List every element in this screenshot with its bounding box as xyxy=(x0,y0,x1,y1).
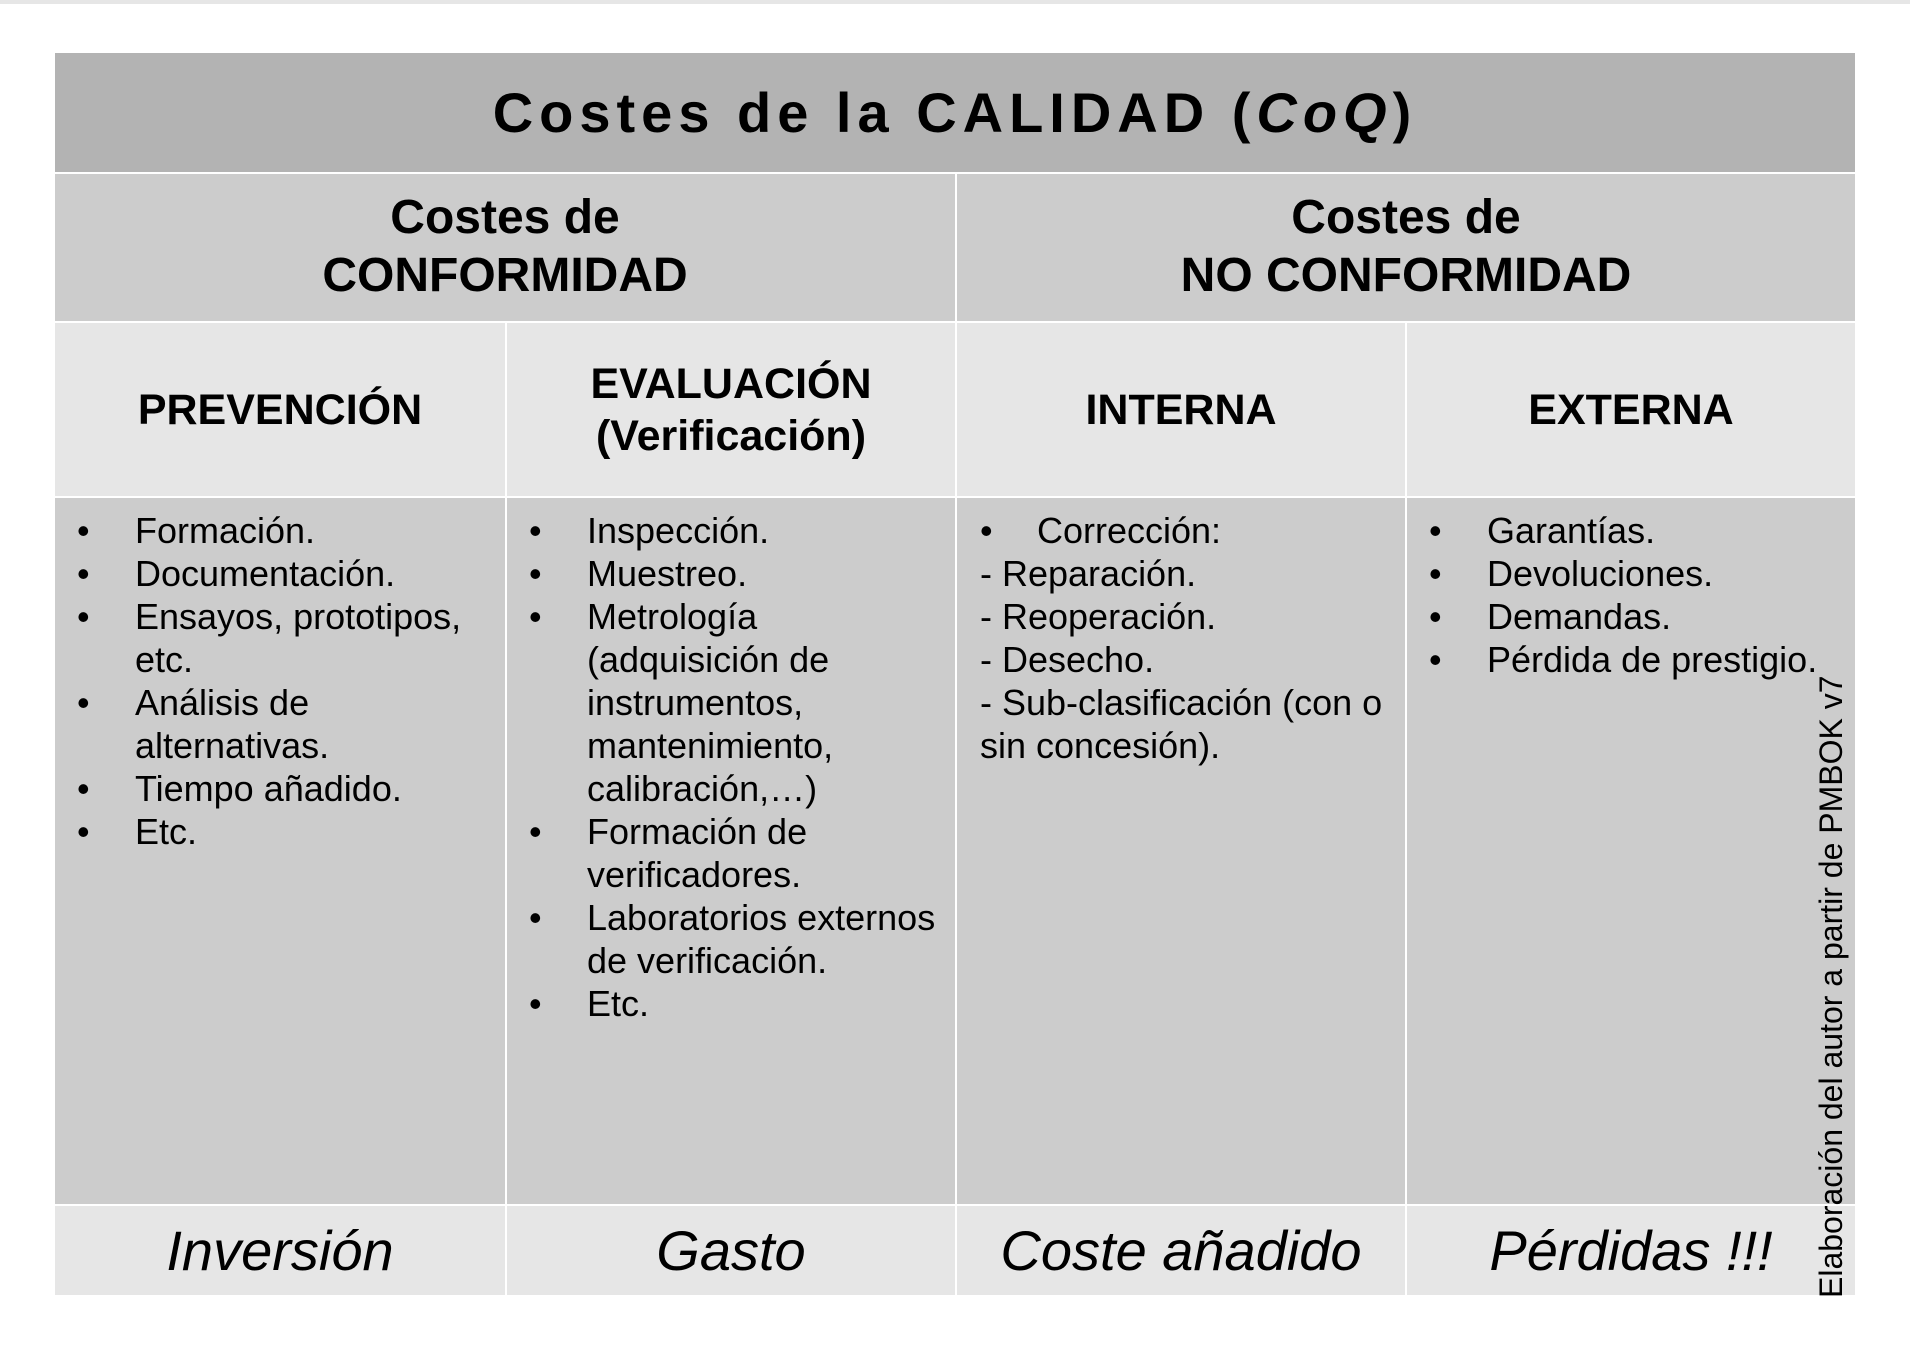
group-no-conformidad-line2: NO CONFORMIDAD xyxy=(1180,249,1632,302)
group-conformidad xyxy=(55,172,955,322)
row-divider xyxy=(55,496,1855,498)
group-conformidad-line1: Costes de xyxy=(390,191,620,244)
author-credit: Elaboración del autor a partir de PMBOK v7 xyxy=(1813,675,1849,1298)
list-item: • Formación de verificadores. xyxy=(587,810,945,896)
coq-table xyxy=(55,53,1855,1295)
group-no-conformidad-line1: Costes de xyxy=(1291,191,1521,244)
category-evaluacion-sublabel: (Verificación) xyxy=(595,411,867,460)
list-item: • Demandas. xyxy=(1487,595,1845,638)
title-prefix: Costes de la CALIDAD ( xyxy=(492,81,1257,144)
list-item: - Reoperación. xyxy=(980,596,1217,637)
list-item: - Sub-clasificación (con o sin concesión). xyxy=(980,682,1383,766)
category-evaluacion-label: EVALUACIÓN xyxy=(590,359,872,408)
category-externa xyxy=(1405,322,1855,497)
list-item: - Desecho. xyxy=(980,639,1155,680)
category-prevencion-label: PREVENCIÓN xyxy=(137,385,423,434)
list-item: • Laboratorios externos de verificación. xyxy=(587,896,945,982)
list-item: • Etc. xyxy=(587,982,945,1025)
list-item: • Pérdida de prestigio. xyxy=(1487,638,1845,681)
title-suffix: ) xyxy=(1392,81,1418,144)
interna-cell xyxy=(955,497,1405,1205)
prevencion-cell xyxy=(55,497,505,1205)
list-item: • Ensayos, prototipos, etc. xyxy=(135,595,495,681)
list-item: - Reparación. xyxy=(980,553,1197,594)
list-item: • Corrección: xyxy=(980,509,1395,552)
evaluacion-list xyxy=(507,509,955,1025)
list-item: • Formación. xyxy=(135,509,495,552)
list-item: • Análisis de alternativas. xyxy=(135,681,495,767)
category-externa-label: EXTERNA xyxy=(1528,385,1734,434)
category-evaluacion xyxy=(505,322,955,497)
list-item: • Devoluciones. xyxy=(1487,552,1845,595)
row-divider xyxy=(55,172,1855,174)
title-acronym: CoQ xyxy=(1256,81,1393,144)
externa-cell xyxy=(1405,497,1855,1205)
footer-gasto: Gasto xyxy=(505,1205,955,1295)
list-item: • Etc. xyxy=(135,810,495,853)
category-prevencion xyxy=(55,322,505,497)
list-item: • Garantías. xyxy=(1487,509,1845,552)
list-item: • Metrología (adquisición de instrumentos, mantenimiento, calibración,…) xyxy=(587,595,945,810)
category-interna-label: INTERNA xyxy=(1085,385,1277,434)
row-divider xyxy=(55,1204,1855,1206)
footer-perdidas: Pérdidas !!! xyxy=(1405,1205,1855,1295)
prevencion-list xyxy=(55,509,505,853)
externa-list xyxy=(1407,509,1855,681)
interna-list xyxy=(957,509,1405,767)
group-no-conformidad xyxy=(955,172,1855,322)
group-conformidad-line2: CONFORMIDAD xyxy=(322,249,688,302)
list-item: • Tiempo añadido. xyxy=(135,767,495,810)
table-title xyxy=(55,53,1855,172)
footer-coste-anadido: Coste añadido xyxy=(955,1205,1405,1295)
list-item: • Documentación. xyxy=(135,552,495,595)
row-divider xyxy=(55,321,1855,323)
category-interna xyxy=(955,322,1405,497)
list-item: • Muestreo. xyxy=(587,552,945,595)
top-rule xyxy=(0,0,1910,4)
evaluacion-cell xyxy=(505,497,955,1205)
footer-inversion: Inversión xyxy=(55,1205,505,1295)
list-item: • Inspección. xyxy=(587,509,945,552)
